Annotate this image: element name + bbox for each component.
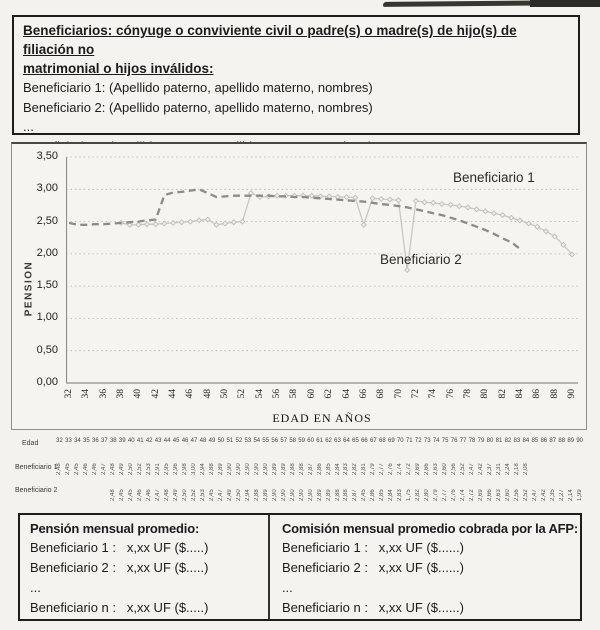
table-age-cell: 70 <box>396 438 404 444</box>
table-beneficiario1-cell: 2,84 <box>334 463 341 475</box>
table-column <box>306 437 315 503</box>
table-beneficiario1-cell: 2,88 <box>298 463 305 475</box>
table-age-cell: 68 <box>379 438 386 444</box>
table-column <box>154 437 163 503</box>
summary-box <box>18 513 582 621</box>
y-tick-label: 0,00 <box>36 375 58 388</box>
table-age-cell: 64 <box>343 438 350 444</box>
x-tick-label: 56 <box>272 389 283 399</box>
table-age-cell: 59 <box>298 438 305 444</box>
table-beneficiario2-cell: 2,79 <box>433 489 440 501</box>
table-beneficiario2-cell: 2,89 <box>325 489 332 501</box>
table-column <box>539 437 548 503</box>
table-column <box>73 437 82 503</box>
table-age-cell: 55 <box>262 438 270 444</box>
x-tick-label: 84 <box>514 389 525 399</box>
x-tick-label: 40 <box>133 389 144 399</box>
table-beneficiario2-cell: 2,83 <box>397 489 404 501</box>
x-tick-label: 76 <box>445 389 456 399</box>
table-beneficiario1-cell: 2,37 <box>486 463 493 475</box>
table-column <box>234 437 243 503</box>
table-column <box>55 437 64 503</box>
table-column <box>360 437 369 503</box>
table-beneficiario1-cell: 2,18 <box>513 463 520 475</box>
table-column <box>190 437 199 503</box>
table-age-cell: 81 <box>495 438 503 444</box>
table-column <box>414 437 423 503</box>
x-axis-tick-labels <box>66 389 578 411</box>
table-age-cell: 46 <box>181 438 189 444</box>
table-column <box>423 437 432 503</box>
x-tick-label: 60 <box>306 389 317 399</box>
table-column <box>378 437 387 503</box>
table-beneficiario2-cell: 2,90 <box>307 489 314 501</box>
x-tick-label: 62 <box>324 389 335 399</box>
summary-line: Beneficiario 2 : x,xx UF ($.....) <box>30 560 209 575</box>
y-tick-label: 0,50 <box>36 343 58 356</box>
table-beneficiario1-cell: 2,83 <box>343 463 350 475</box>
y-tick-label: 3,50 <box>36 150 58 162</box>
table-age-cell: 78 <box>468 438 476 444</box>
table-beneficiario2-cell: 2,60 <box>504 489 511 501</box>
x-tick-label: 52 <box>237 389 248 399</box>
table-age-cell: 56 <box>271 438 279 444</box>
table-age-cell: 66 <box>361 438 368 444</box>
table-age-cell: 69 <box>387 438 395 444</box>
table-beneficiario1-cell: 2,47 <box>101 463 108 475</box>
table-beneficiario1-cell: 2,50 <box>128 463 135 475</box>
table-column <box>315 437 324 503</box>
table-column <box>351 437 360 503</box>
table-beneficiario2-cell: 2,94 <box>244 489 251 501</box>
table-beneficiario2-cell: 2,45 <box>128 489 135 501</box>
table-beneficiario2-cell: 2,88 <box>253 489 260 501</box>
table-beneficiario2-cell: 2,63 <box>495 489 502 501</box>
table-beneficiario1-cell: 2,45 <box>74 463 81 475</box>
x-tick-label: 50 <box>220 389 231 399</box>
comision-afp-lines <box>282 538 578 618</box>
table-age-cell: 44 <box>163 438 171 444</box>
y-tick-label: 3,00 <box>36 182 58 195</box>
table-beneficiario1-cell: 2,42 <box>478 463 485 475</box>
x-tick-label: 66 <box>358 389 369 399</box>
chart-plot-area <box>66 154 578 384</box>
table-beneficiario1-cell: 2,77 <box>379 463 386 475</box>
pension-promedio-column <box>20 515 270 619</box>
y-axis-title: PENSION <box>23 260 35 317</box>
table-column <box>145 437 154 503</box>
beneficiaries-title-line-1: Beneficiarios: cónyuge o conviviente civil o padre(s) o madre(s) de hijo(s) de filiación no <box>23 23 517 57</box>
table-column <box>288 437 297 503</box>
x-tick-label: 78 <box>462 389 473 399</box>
series-label-beneficiario-2: Beneficiario 2 <box>380 252 462 267</box>
table-beneficiario1-cell: 2,98 <box>182 463 189 475</box>
y-tick-label: 1,50 <box>36 279 58 292</box>
table-age-cell: 37 <box>100 438 108 444</box>
x-tick-label: 72 <box>410 389 421 399</box>
table-column <box>468 437 477 503</box>
table-beneficiario1-cell: 2,63 <box>433 463 440 475</box>
table-age-cell: 82 <box>504 438 512 444</box>
summary-line: Beneficiario 1 : x,xx UF ($......) <box>281 540 464 555</box>
table-beneficiario2-cell: 2,85 <box>379 489 386 501</box>
table-beneficiario1-cell: 2,53 <box>146 463 153 475</box>
table-beneficiario2-cell: 2,88 <box>343 489 350 501</box>
summary-line: Beneficiario 1 : x,xx UF ($.....) <box>30 540 209 555</box>
table-beneficiario2-cell: 2,90 <box>271 489 278 501</box>
table-beneficiario2-cell: 2,49 <box>226 489 233 501</box>
table-column <box>459 437 468 503</box>
table-beneficiario1-cell: 2,79 <box>370 463 377 475</box>
summary-line: Beneficiario 2 : x,xx UF ($......) <box>281 560 464 575</box>
table-beneficiario2-cell: 2,88 <box>334 489 341 501</box>
table-beneficiario2-cell: 2,56 <box>513 489 520 501</box>
table-column <box>181 437 190 503</box>
table-age-cell: 65 <box>352 438 359 444</box>
table-beneficiario1-cell: 2,46 <box>83 463 90 475</box>
table-age-cell: 52 <box>235 438 243 444</box>
table-beneficiario2-cell: 2,72 <box>469 489 476 501</box>
table-column <box>530 437 539 503</box>
table-age-cell: 38 <box>109 438 117 444</box>
table-age-cell: 72 <box>414 438 422 444</box>
table-column <box>333 437 342 503</box>
table-age-cell: 76 <box>450 438 458 444</box>
x-tick-label: 80 <box>480 389 491 399</box>
table-beneficiario1-cell: 2,66 <box>424 463 431 475</box>
x-tick-label: 34 <box>81 389 92 399</box>
table-age-cell: 89 <box>567 438 575 444</box>
table-age-cell: 32 <box>56 438 63 444</box>
pension-promedio-lines <box>30 538 264 618</box>
table-age-cell: 42 <box>145 438 153 444</box>
table-age-cell: 85 <box>531 438 539 444</box>
table-beneficiario2-cell: 1,99 <box>576 489 583 501</box>
table-beneficiario1-cell: 3,00 <box>191 463 198 475</box>
table-beneficiario2-cell: 2,89 <box>316 489 323 501</box>
x-tick-label: 54 <box>254 389 265 399</box>
table-beneficiario1-cell: 2,82 <box>352 463 359 475</box>
table-beneficiario1-cell: 2,88 <box>208 463 215 475</box>
table-column <box>450 437 459 503</box>
table-age-cell: 45 <box>172 438 180 444</box>
table-age-cell: 40 <box>127 438 135 444</box>
x-tick-label: 86 <box>532 389 543 399</box>
table-beneficiario2-cell: 2,66 <box>486 489 493 501</box>
table-age-cell: 90 <box>576 438 584 444</box>
table-age-cell: 39 <box>118 438 126 444</box>
table-column <box>486 437 495 503</box>
beneficiary-line: ... <box>23 119 34 134</box>
table-column <box>172 437 181 503</box>
table-column <box>199 437 208 503</box>
table-column <box>342 437 351 503</box>
table-column <box>136 437 145 503</box>
table-column <box>387 437 396 503</box>
table-beneficiario2-cell: 2,27 <box>558 489 565 501</box>
x-tick-label: 36 <box>98 389 109 399</box>
pension-chart <box>11 142 587 430</box>
table-beneficiario1-cell: 2,24 <box>504 463 511 475</box>
x-tick-label: 44 <box>168 389 179 399</box>
table-beneficiario1-cell: 2,89 <box>271 463 278 475</box>
table-beneficiario1-cell: 2,60 <box>442 463 449 475</box>
table-age-cell: 71 <box>405 438 413 444</box>
table-beneficiario1-cell: 2,48 <box>56 463 63 475</box>
table-beneficiario2-cell: 2,76 <box>451 489 458 501</box>
table-beneficiario2-cell: 2,50 <box>235 489 242 501</box>
x-tick-label: 82 <box>497 389 508 399</box>
table-beneficiario2-cell: 2,45 <box>119 489 126 501</box>
table-beneficiario1-cell: 2,52 <box>137 463 144 475</box>
table-column <box>163 437 172 503</box>
table-beneficiario1-cell: 2,87 <box>307 463 314 475</box>
table-beneficiario1-cell: 2,89 <box>217 463 224 475</box>
table-beneficiario2-cell: 2,47 <box>531 489 538 501</box>
table-column <box>100 437 109 503</box>
table-beneficiario1-cell: 2,88 <box>289 463 296 475</box>
table-beneficiario1-cell: 2,85 <box>325 463 332 475</box>
y-tick-label: 2,50 <box>36 214 58 227</box>
table-beneficiario2-cell: 2,52 <box>191 489 198 501</box>
table-beneficiario1-cell: 2,94 <box>199 463 206 475</box>
table-age-cell: 77 <box>459 438 467 444</box>
table-beneficiario2-cell: 2,49 <box>173 489 180 501</box>
series-label-beneficiario-1: Beneficiario 1 <box>453 170 535 185</box>
table-age-cell: 73 <box>423 438 431 444</box>
table-age-cell: 80 <box>486 438 494 444</box>
table-column <box>441 437 450 503</box>
table-beneficiario2-cell: 2,42 <box>540 489 547 501</box>
table-beneficiario1-cell: 2,90 <box>262 463 269 475</box>
table-age-cell: 50 <box>217 438 225 444</box>
beneficiary-line: Beneficiario 1: (Apellido paterno, apellido materno, nombres) <box>23 80 373 95</box>
y-axis-tick-labels <box>12 144 66 394</box>
table-age-cell: 84 <box>522 438 530 444</box>
table-column <box>109 437 118 503</box>
table-beneficiario1-cell: 2,96 <box>173 463 180 475</box>
table-beneficiario2-cell: 1,75 <box>406 489 413 501</box>
summary-line: ... <box>30 580 41 595</box>
table-beneficiario1-cell: 2,90 <box>244 463 251 475</box>
table-beneficiario2-cell: 2,77 <box>442 489 449 501</box>
comision-afp-title: Comisión mensual promedio cobrada por la AFP: <box>281 521 578 536</box>
table-beneficiario2-cell: 2,84 <box>388 489 395 501</box>
table-beneficiario2-cell: 2,53 <box>199 489 206 501</box>
table-beneficiario2-cell: 2,47 <box>155 489 162 501</box>
y-tick-label: 1,00 <box>36 311 58 324</box>
table-column <box>521 437 530 503</box>
table-beneficiario1-cell: 2,91 <box>155 463 162 475</box>
table-beneficiario1-cell: 2,90 <box>235 463 242 475</box>
table-column <box>279 437 288 503</box>
summary-line: ... <box>281 580 293 595</box>
table-age-cell: 48 <box>199 438 207 444</box>
table-age-cell: 33 <box>65 438 72 444</box>
table-beneficiario1-cell: 2,49 <box>119 463 126 475</box>
table-beneficiario2-cell: 2,89 <box>262 489 269 501</box>
table-column <box>252 437 261 503</box>
pension-promedio-title: Pensión mensual promedio: <box>30 521 200 536</box>
table-column <box>261 437 270 503</box>
summary-line: Beneficiario n : x,xx UF ($.....) <box>30 600 209 615</box>
table-column <box>557 437 566 503</box>
table-beneficiario1-cell: 2,72 <box>406 463 413 475</box>
table-beneficiario2-cell: 2,47 <box>217 489 224 501</box>
x-tick-label: 90 <box>566 389 577 399</box>
table-age-cell: 41 <box>136 438 144 444</box>
x-tick-label: 74 <box>428 389 439 399</box>
table-age-cell: 43 <box>154 438 162 444</box>
table-age-cell: 47 <box>190 438 198 444</box>
x-tick-label: 38 <box>116 389 127 399</box>
table-age-cell: 63 <box>334 438 341 444</box>
x-axis-title: EDAD EN AÑOS <box>272 411 372 425</box>
table-beneficiario1-cell: 2,74 <box>397 463 404 475</box>
table-beneficiario2-cell: 2,69 <box>478 489 485 501</box>
table-beneficiario1-cell: 2,95 <box>164 463 171 475</box>
table-age-cell: 36 <box>92 438 99 444</box>
table-beneficiario2-cell: 2,46 <box>146 489 153 501</box>
table-beneficiario1-cell: 2,47 <box>469 463 476 475</box>
table-beneficiario2-cell: 2,48 <box>110 489 117 501</box>
table-beneficiario2-cell: 2,82 <box>415 489 422 501</box>
table-column <box>512 437 521 503</box>
table-beneficiario2-cell: 2,50 <box>182 489 189 501</box>
x-tick-label: 42 <box>150 389 161 399</box>
table-age-cell: 74 <box>432 438 440 444</box>
table-column <box>243 437 252 503</box>
table-beneficiario2-cell: 2,87 <box>352 489 359 501</box>
table-beneficiario2-cell: 2,48 <box>164 489 171 501</box>
table-column <box>270 437 279 503</box>
table-column <box>405 437 414 503</box>
table-column <box>396 437 405 503</box>
table-column <box>548 437 557 503</box>
table-row-label-beneficiario-1: Beneficiario 1 <box>15 464 58 471</box>
x-tick-label: 32 <box>64 389 74 399</box>
table-age-cell: 88 <box>558 438 566 444</box>
table-column <box>64 437 73 503</box>
table-beneficiario2-cell: 2,52 <box>522 489 529 501</box>
table-age-cell: 34 <box>74 438 81 444</box>
table-beneficiario2-cell: 2,35 <box>549 489 556 501</box>
table-beneficiario1-cell: 2,89 <box>280 463 287 475</box>
table-age-cell: 53 <box>244 438 252 444</box>
table-age-cell: 83 <box>513 438 521 444</box>
table-beneficiario1-cell: 2,56 <box>451 463 458 475</box>
x-tick-label: 88 <box>549 389 560 399</box>
table-beneficiario1-cell: 2,31 <box>495 463 502 475</box>
table-age-cell: 60 <box>307 438 314 444</box>
table-column <box>297 437 306 503</box>
scan-artifact-corner <box>530 0 600 7</box>
table-column <box>477 437 486 503</box>
table-age-cell: 86 <box>540 438 548 444</box>
table-beneficiario1-cell: 2,08 <box>522 463 529 475</box>
table-column <box>575 437 584 503</box>
table-row-label-edad: Edad <box>22 440 39 447</box>
table-column <box>225 437 234 503</box>
table-column <box>127 437 136 503</box>
table-beneficiario1-cell: 2,45 <box>65 463 72 475</box>
table-beneficiario2-cell: 2,46 <box>137 489 144 501</box>
table-column <box>503 437 512 503</box>
comision-afp-column <box>270 515 580 619</box>
table-age-cell: 75 <box>441 438 449 444</box>
table-column <box>216 437 225 503</box>
table-beneficiario1-cell: 2,90 <box>253 463 260 475</box>
pension-values-table <box>55 437 584 503</box>
table-beneficiario1-cell: 2,52 <box>460 463 467 475</box>
table-beneficiario2-cell: 2,90 <box>298 489 305 501</box>
table-age-cell: 67 <box>370 438 377 444</box>
table-beneficiario2-cell: 2,45 <box>208 489 215 501</box>
table-column <box>432 437 441 503</box>
table-age-cell: 61 <box>316 438 323 444</box>
table-age-cell: 54 <box>253 438 261 444</box>
table-beneficiario2-cell: 2,90 <box>280 489 287 501</box>
table-age-cell: 62 <box>325 438 332 444</box>
table-column <box>207 437 216 503</box>
table-beneficiario1-cell: 2,90 <box>226 463 233 475</box>
table-beneficiario1-cell: 2,76 <box>388 463 395 475</box>
x-tick-label: 48 <box>202 389 213 399</box>
table-age-cell: 79 <box>477 438 485 444</box>
x-tick-label: 70 <box>393 389 404 399</box>
table-age-cell: 51 <box>226 438 234 444</box>
table-beneficiario2-cell: 2,45 <box>361 489 368 501</box>
x-tick-label: 68 <box>376 389 387 399</box>
summary-line: Beneficiario n : x,xx UF ($......) <box>281 600 464 615</box>
table-beneficiario1-cell: 2,46 <box>92 463 99 475</box>
table-beneficiario1-cell: 2,86 <box>316 463 323 475</box>
table-age-cell: 58 <box>289 438 297 444</box>
table-beneficiario2-cell: 2,86 <box>370 489 377 501</box>
table-row-label-beneficiario-2: Beneficiario 2 <box>15 487 58 494</box>
table-beneficiario1-cell: 2,69 <box>415 463 422 475</box>
table-beneficiario1-cell: 2,81 <box>361 463 368 475</box>
table-column <box>566 437 575 503</box>
table-column <box>118 437 127 503</box>
beneficiaries-box <box>12 15 580 135</box>
table-beneficiario2-cell: 2,74 <box>460 489 467 501</box>
beneficiaries-title-line-2: matrimonial o hijos inválidos: <box>23 61 214 76</box>
table-age-cell: 57 <box>280 438 288 444</box>
table-age-cell: 87 <box>549 438 557 444</box>
y-tick-label: 2,00 <box>36 246 58 259</box>
table-age-cell: 49 <box>208 438 216 444</box>
table-age-cell: 35 <box>83 438 90 444</box>
table-column <box>369 437 378 503</box>
x-tick-label: 46 <box>185 389 196 399</box>
x-tick-label: 64 <box>341 389 352 399</box>
table-column <box>82 437 91 503</box>
table-beneficiario2-cell: 2,80 <box>424 489 431 501</box>
table-column <box>91 437 100 503</box>
table-beneficiario2-cell: 2,14 <box>567 489 574 501</box>
table-beneficiario2-cell: 2,90 <box>289 489 296 501</box>
x-tick-label: 58 <box>289 389 300 399</box>
beneficiary-line: Beneficiario 2: (Apellido paterno, apellido materno, nombres) <box>23 99 373 115</box>
table-beneficiario1-cell: 2,48 <box>110 463 117 475</box>
table-column <box>494 437 503 503</box>
table-column <box>324 437 333 503</box>
